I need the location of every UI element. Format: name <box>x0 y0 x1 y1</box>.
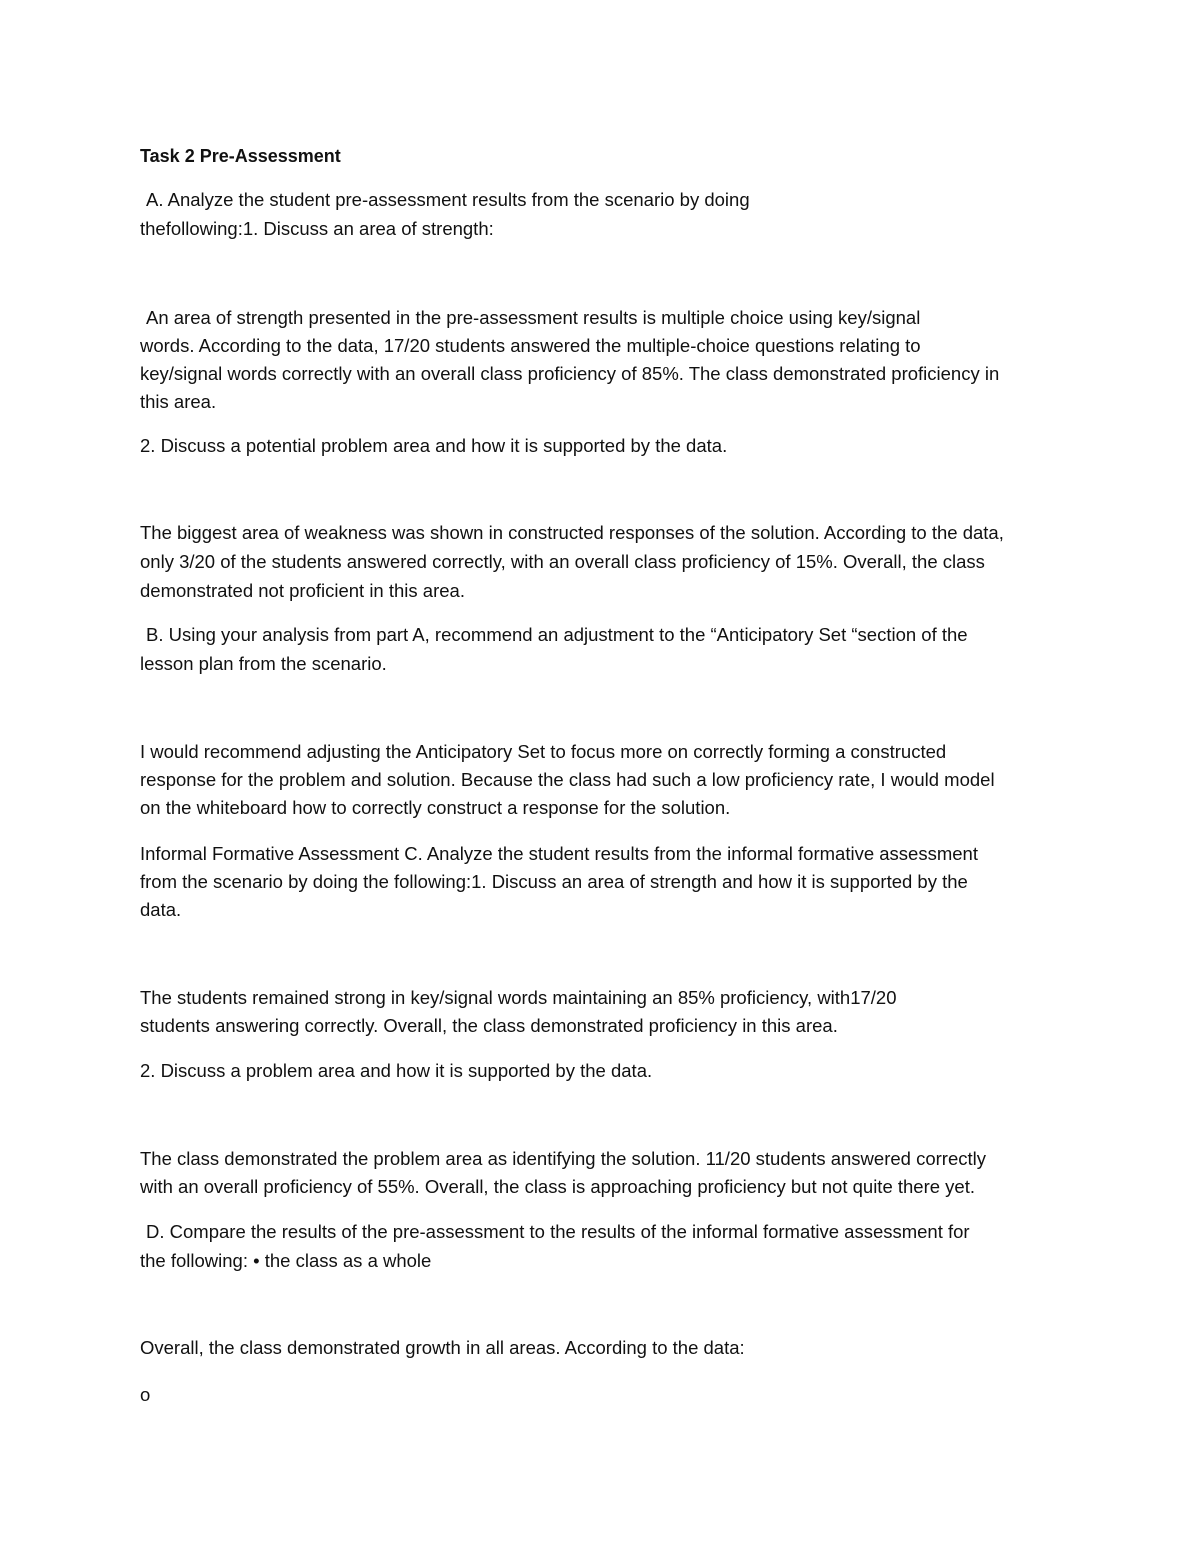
section-b-answer-line: response for the problem and solution. Because the class had such a low proficiency rate, I would model <box>140 769 995 790</box>
section-a-prompt-line: A. Analyze the student pre-assessment results from the scenario by doing <box>146 189 750 210</box>
list-bullet: o <box>140 1384 151 1405</box>
section-c-question-2: 2. Discuss a problem area and how it is supported by the data. <box>140 1060 653 1081</box>
section-c-prompt-line: Informal Formative Assessment C. Analyze the student results from the informal formative assessment <box>140 843 978 864</box>
section-c-answer-line: The students remained strong in key/signal words maintaining an 85% proficiency, with17/20 <box>140 987 897 1008</box>
section-a-question-2: 2. Discuss a potential problem area and how it is supported by the data. <box>140 435 728 456</box>
section-d-prompt-line: the following: • the class as a whole <box>140 1250 432 1271</box>
section-d-answer-line: Overall, the class demonstrated growth in all areas. According to the data: <box>140 1337 745 1358</box>
section-d-prompt-line: D. Compare the results of the pre-assessment to the results of the informal formative assessment for <box>146 1221 970 1242</box>
section-a-q2-answer-line: demonstrated not proficient in this area. <box>140 580 465 601</box>
section-b-answer-line: I would recommend adjusting the Anticipatory Set to focus more on correctly forming a constructed <box>140 741 947 762</box>
section-a-q2-answer-line: only 3/20 of the students answered correctly, with an overall class proficiency of 15%. Overall, the class <box>140 551 985 572</box>
section-c-q2-answer-line: with an overall proficiency of 55%. Overall, the class is approaching proficiency but not quite there yet. <box>140 1176 975 1197</box>
section-b-prompt-line: lesson plan from the scenario. <box>140 653 387 674</box>
section-a-answer-line: this area. <box>140 391 217 412</box>
section-c-prompt-line: from the scenario by doing the following:1. Discuss an area of strength and how it is supported by the <box>140 871 968 892</box>
section-c-prompt-line: data. <box>140 899 182 920</box>
section-a-answer-line: words. According to the data, 17/20 students answered the multiple-choice questions relating to <box>140 335 921 356</box>
section-a-prompt-line: thefollowing:1. Discuss an area of strength: <box>140 218 494 239</box>
section-c-answer-line: students answering correctly. Overall, the class demonstrated proficiency in this area. <box>140 1015 838 1036</box>
document-title: Task 2 Pre-Assessment <box>140 146 341 166</box>
section-b-answer-line: on the whiteboard how to correctly construct a response for the solution. <box>140 797 731 818</box>
section-c-q2-answer-line: The class demonstrated the problem area as identifying the solution. 11/20 students answered correctly <box>140 1148 986 1169</box>
section-a-answer-line: key/signal words correctly with an overall class proficiency of 85%. The class demonstrated proficiency in <box>140 363 1000 384</box>
section-b-prompt-line: B. Using your analysis from part A, recommend an adjustment to the “Anticipatory Set “section of the <box>146 624 968 645</box>
section-a-answer-line: An area of strength presented in the pre-assessment results is multiple choice using key/signal <box>146 307 921 328</box>
section-a-q2-answer-line: The biggest area of weakness was shown in constructed responses of the solution. According to the data, <box>140 522 1004 543</box>
